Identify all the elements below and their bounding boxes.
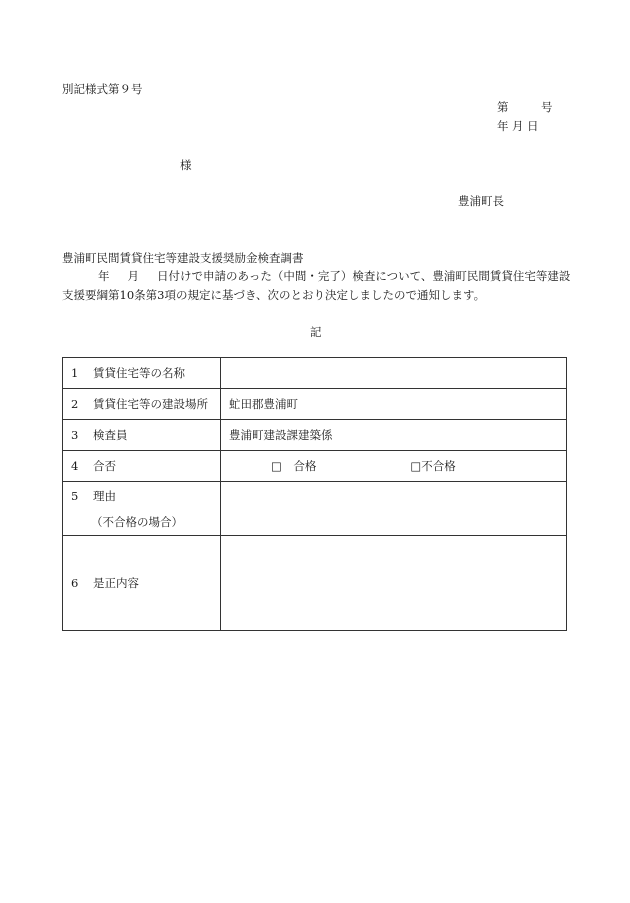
row-label (63, 536, 221, 631)
pass-checkbox[interactable]: □ 合格 (271, 459, 317, 473)
row-number: 4 (71, 459, 79, 473)
issue-date (497, 118, 539, 134)
body-month: 月 (127, 269, 139, 283)
document-title: 豊浦町民間賃貸住宅等建設支援奨励金検査調書 (62, 251, 304, 265)
row-label (63, 358, 221, 389)
row-label (63, 482, 221, 536)
row-value: 豊浦町建設課建築係 (221, 420, 567, 451)
row-label-text: 是正内容 (93, 576, 139, 590)
row-number: 3 (71, 428, 79, 442)
table-row (63, 536, 567, 631)
row-label (63, 451, 221, 482)
row-label (63, 389, 221, 420)
body-year: 年 (98, 269, 110, 283)
table-row (63, 451, 567, 482)
issuer-name: 豊浦町長 (458, 194, 504, 208)
body-text-line-1 (98, 268, 570, 284)
body-text-line-2: 支援要綱第10条第3項の規定に基づき、次のとおり決定しましたので通知します。 (62, 288, 486, 302)
document-number-suffix: 号 (541, 100, 553, 114)
table-row (63, 420, 567, 451)
row-number: 2 (71, 397, 79, 411)
row-value (221, 536, 567, 631)
fail-checkbox[interactable]: □不合格 (410, 459, 456, 473)
row-number: 1 (71, 366, 79, 380)
table-row (63, 482, 567, 536)
document-number-prefix: 第 (497, 100, 509, 114)
row-label-text: 賃貸住宅等の名称 (93, 366, 185, 380)
row-label (63, 420, 221, 451)
inspection-table (62, 357, 567, 631)
row-number: 6 (71, 576, 79, 590)
form-number: 別記様式第９号 (62, 82, 143, 96)
document-number (497, 99, 553, 115)
addressee-honorific: 様 (180, 158, 192, 172)
pass-fail-options (221, 451, 567, 482)
date-day: 日 (527, 119, 539, 133)
row-value (221, 358, 567, 389)
row-label-note: （不合格の場合） (91, 514, 183, 529)
date-month: 月 (512, 119, 524, 133)
table-row (63, 358, 567, 389)
row-value (221, 482, 567, 536)
row-label-text: 検査員 (93, 428, 128, 442)
row-value: 虻田郡豊浦町 (221, 389, 567, 420)
body-line1-rest: 日付けで申請のあった（中間・完了）検査について、豊浦町民間賃貸住宅等建設 (157, 269, 571, 283)
row-label-text: 理由 (93, 488, 116, 503)
table-row (63, 389, 567, 420)
ki-heading: 記 (310, 325, 322, 339)
row-number: 5 (71, 488, 79, 503)
row-label-text: 賃貸住宅等の建設場所 (93, 397, 208, 411)
row-label-text: 合否 (93, 459, 116, 473)
date-year: 年 (497, 119, 509, 133)
